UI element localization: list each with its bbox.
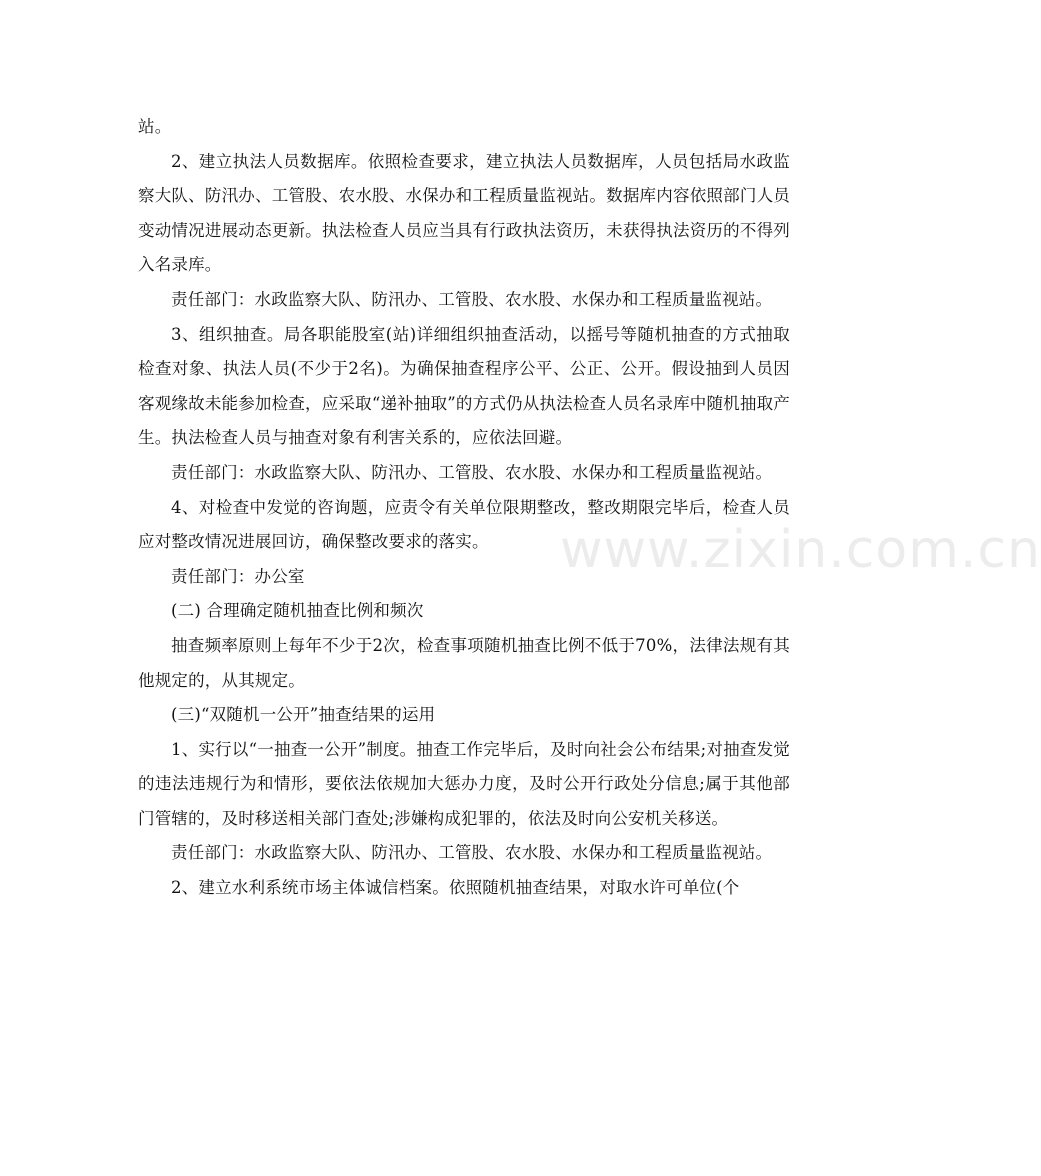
paragraph-8: (二) 合理确定随机抽查比例和频次 [171, 601, 424, 621]
watermark-text: www.zixin.com.cn [560, 520, 1041, 580]
paragraph-10: (三)“双随机一公开”抽查结果的运用 [171, 705, 436, 725]
paragraph-5: 责任部门：水政监察大队、防汛办、工管股、农水股、水保办和工程质量监视站。 [171, 462, 773, 482]
paragraph-2: 2、建立执法人员数据库。依照检查要求，建立执法人员数据库，人员包括局水政监察大队、防汛办、工管股、农水股、水保办和工程质量监视站。数据库内容依照部门人员变动情况进展动态更新。执法检查人员应当具有行政执法资历，未获得执法资历的不得列入名录库。 [138, 151, 790, 275]
paragraph-7: 责任部门：办公室 [171, 566, 305, 586]
document-body [138, 110, 790, 906]
paragraph-9: 抽查频率原则上每年不少于2次，检查事项随机抽查比例不低于70%，法律法规有其他规定的，从其规定。 [138, 635, 790, 690]
paragraph-11: 1、实行以“一抽查一公开”制度。抽查工作完毕后，及时向社会公布结果;对抽查发觉的违法违规行为和情形，要依法依规加大惩办力度，及时公开行政处分信息;属于其他部门管辖的，及时移送相关部门查处;涉嫌构成犯罪的，依法及时向公安机关移送。 [138, 739, 790, 828]
paragraph-3: 责任部门：水政监察大队、防汛办、工管股、农水股、水保办和工程质量监视站。 [171, 289, 773, 309]
paragraph-1: 站。 [138, 117, 172, 136]
paragraph-4: 3、组织抽查。局各职能股室(站)详细组织抽查活动，以摇号等随机抽查的方式抽取检查对象、执法人员(不少于2名)。为确保抽查程序公平、公正、公开。假设抽到人员因客观缘故未能参加检查，应采取“递补抽取”的方式仍从执法检查人员名录库中随机抽取产生。执法检查人员与抽查对象有利害关系的，应依法回避。 [138, 324, 790, 448]
paragraph-6: 4、对检查中发觉的咨询题，应责令有关单位限期整改，整改期限完毕后，检查人员应对整改情况进展回访，确保整改要求的落实。 [138, 497, 790, 552]
paragraph-13: 2、建立水利系统市场主体诚信档案。依照随机抽查结果，对取水许可单位(个 [171, 878, 740, 898]
paragraph-12: 责任部门：水政监察大队、防汛办、工管股、农水股、水保办和工程质量监视站。 [171, 843, 773, 863]
